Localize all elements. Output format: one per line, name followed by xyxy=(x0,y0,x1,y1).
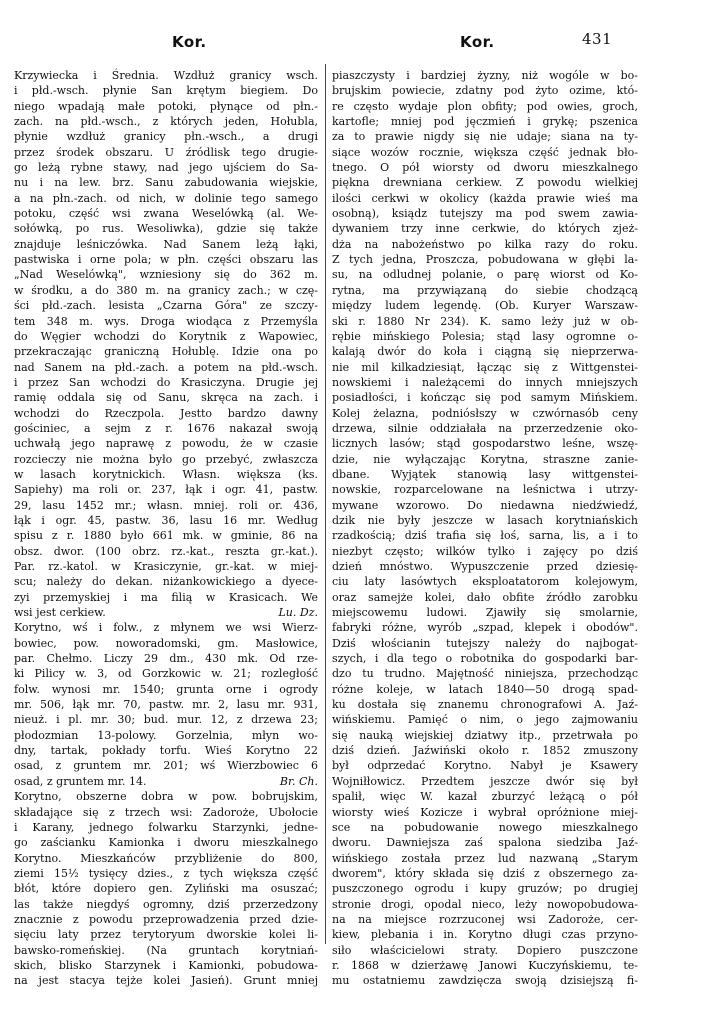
text-line: rytna, ma przywiązaną do siebie chodzącą xyxy=(332,283,638,297)
text-line: kartofle; mniej pod jęczmień i grykę; pszenica xyxy=(332,115,638,129)
text-line: Par. rz.-katol. w Krasiczynie, gr.-kat. w miej- xyxy=(14,560,318,573)
text-line: uchwałą jego naprawę z powodu, że w czasie xyxy=(14,437,318,451)
text-line: r. 1868 w dzierżawę Janowi Kuczyńskiemu, te- xyxy=(332,958,638,972)
text-line: zach. na płd.-wsch., z których jeden, Hołubla, xyxy=(14,115,318,129)
text-line: su, na odludnej polanie, o parę wiorst od Ko- xyxy=(332,268,638,282)
left-column xyxy=(14,68,318,989)
text-line: siło właścicielowi straty. Dopiero puszczone xyxy=(332,943,638,957)
text-line: niego wpadają małe potoki, płynące od płn.- xyxy=(14,99,318,113)
text-line: Dziś włościanin tutejszy należy do najbogat- xyxy=(332,636,638,650)
text-line: posiadłości, i kończąc się pod samym Mińskiem. xyxy=(332,391,638,405)
text-line: obsz. dwor. (100 obrz. rz.-kat., reszta gr.-kat.). xyxy=(14,544,318,558)
text-line: dworem", który składa się dziś z obszernego za- xyxy=(332,866,638,880)
text-line: kiew, plebania i in. Korytno długi czas przyno- xyxy=(332,928,638,942)
text-line: błót, które dopiero gen. Zyliński ma osuszać; xyxy=(14,882,318,896)
running-header-left: Kor. xyxy=(172,33,207,51)
text-line: ku dostała się znanemu chronografowi A. Jaź- xyxy=(332,698,638,712)
text-line: go zaścianku Kamionka i dworu mieszkalnego xyxy=(14,836,318,850)
text-line: piękna drewniana cerkiew. Z powodu wielkiej xyxy=(332,176,638,190)
text-line: kalają dwór do koła i ciągną się nieprzerwa- xyxy=(332,345,638,359)
text-line: re często wydaje plon obfity; pod owies, groch, xyxy=(332,99,638,113)
text-line: brujskim powiecie, zdatny pod żyto ozime, któ- xyxy=(332,84,638,98)
text-line: a na płn.-zach. od nich, w dolinie tego samego xyxy=(14,191,318,205)
text-line: scu; należy do dekan. niżankowickiego a dyece- xyxy=(14,575,318,589)
text-line-body: osad, z gruntem mr. 14. xyxy=(14,774,147,788)
text-line xyxy=(14,605,318,620)
text-line: nie mil kilkadziesiąt, łącząc się z Wittgenstei- xyxy=(332,360,638,374)
text-line: sołówką, po rus. Wesoliwka), gdzie się także xyxy=(14,222,318,236)
text-line: ści płd.-zach. lesista „Czarna Góra" ze szczy- xyxy=(14,299,318,313)
text-line-body: wsi jest cerkiew. xyxy=(14,606,106,620)
text-line: Korytno, obszerne dobra w pow. bobrujskim, xyxy=(14,790,318,804)
text-line: Krzywiecka i Średnia. Wzdłuż granicy wsch. xyxy=(14,69,318,82)
text-line: znajduje leśniczówka. Nad Sanem leżą łąki, xyxy=(14,237,318,251)
text-line: stronie drogi, opodal nieco, leży nowopobudowa- xyxy=(332,897,638,911)
text-line: dża na nabożeństwo po kilka razy do roku. xyxy=(332,237,638,251)
text-line: płodozmian 13-polowy. Gorzelnia, młyn wo- xyxy=(14,728,318,742)
text-line: niezbyt często; wilków tylko i zajęcy po dziś xyxy=(332,544,638,558)
text-line: „Nad Weselówką", wzniesiony się do 362 m. xyxy=(14,268,318,282)
text-line: wińskiego została przez lud nazwaną „Starym xyxy=(332,851,638,865)
text-line: miejscowemu ludowi. Zjawiły się smolarnie, xyxy=(332,606,638,620)
text-line: nieuż. i pl. mr. 30; bud. mur. 12, z drzewa 23; xyxy=(14,713,318,727)
text-line: dzień mnóstwo. Wypuszczenie przed dziesię- xyxy=(332,560,638,573)
text-line: i płd.-wsch. płynie San krętym biegiem. Do xyxy=(14,84,318,98)
text-line: Z tych jedna, Proszcza, pobudowana w głębi la- xyxy=(332,253,638,267)
text-line: go leżą rybne stawy, nad jego ujściem do Sa- xyxy=(14,161,318,175)
text-line: przekraczając graniczną Hołublę. Idzie ona po xyxy=(14,345,318,359)
text-line: rębie mińskiego Polesia; stąd lasy ogromne o- xyxy=(332,329,638,343)
text-line: sięciu laty przez terytoryum dworskie kolei li- xyxy=(14,928,318,942)
text-line: dzie, nie wyłączając Korytna, straszne zanie- xyxy=(332,452,638,466)
text-line: dzik nie były jeszcze w lasach korytniańskich xyxy=(332,513,638,527)
running-header-right: Kor. xyxy=(460,33,495,51)
text-line: piaszczysty i bardziej żyzny, niż wogóle w bo- xyxy=(332,69,638,82)
text-line: spalił, więc W. kazał zburzyć leżącą o pół xyxy=(332,790,638,804)
text-line: dywaniem trzy inne cerkwie, do których zjeż- xyxy=(332,222,638,236)
text-line: ilości cerkwi w okolicy (każda prawie wieś ma xyxy=(332,191,638,205)
text-line: znacznie z powodu przeprowadzenia przed dzie- xyxy=(14,912,318,926)
text-line: ciu laty lasówtych eksploatatorom kolejowym, xyxy=(332,575,638,589)
text-line: osad, z gruntem mr. 201; wś Wierzbowiec 6 xyxy=(14,759,318,773)
text-line: tnego. O pół wiorsty od dworu mieszkalnego xyxy=(332,161,638,175)
text-line: bowiec, pow. noworadomski, gm. Masłowice, xyxy=(14,636,318,650)
text-line: oraz samejże kolei, dało obfite źródło zarobku xyxy=(332,590,638,604)
text-line: licznych lasów; stąd gospodarstwo leśne, wszę- xyxy=(332,437,638,451)
text-line: nowskie, rozparcelowane na leśnictwa i utrzy- xyxy=(332,483,638,497)
text-line: na na miejsce rozrzuconej wsi Zadoroże, cer- xyxy=(332,912,638,926)
text-line: dbane. Wyjątek stanowią lasy wittgenstei- xyxy=(332,467,638,481)
text-line: w lasach korytnickich. Własn. większa (ks. xyxy=(14,467,318,481)
text-line: Wojniłłowicz. Przedtem jeszcze dwór się był xyxy=(332,774,638,788)
text-line: Kolej żelazna, podniósłszy w czwórnasób ceny xyxy=(332,406,638,420)
text-line: płynie wzdłuż granicy płn.-wsch., a drugi xyxy=(14,130,318,144)
text-line: Korytno. Mieszkańców przybliżenie do 800, xyxy=(14,851,318,865)
text-line: fabryki różne, wyrób „szpad, klepek i obodów". xyxy=(332,621,638,635)
text-line: między ludem legendę. (Ob. Kuryer Warszaw- xyxy=(332,299,638,313)
text-line: bawsko-romeńskiej. (Na gruntach korytniań- xyxy=(14,943,318,957)
text-line: ramię oddala się od Sanu, skręca na zach. i xyxy=(14,391,318,405)
text-line: mu ostatniemu zawdzięcza swoją dzisiejszą fi- xyxy=(332,974,638,988)
text-line: par. Chełmo. Liczy 29 dm., 430 mk. Od rze- xyxy=(14,652,318,666)
text-line: potoku, część wsi zwana Weselówką (al. We- xyxy=(14,207,318,221)
text-line: pastwiska i orne pola; w płn. części obszaru las xyxy=(14,253,318,267)
text-line: dworu. Dawniejsza zaś spalona siedziba Jaź- xyxy=(332,836,638,850)
text-line: wchodzi do Rzeczpola. Jestto bardzo dawny xyxy=(14,406,318,420)
author-signature: Br. Ch. xyxy=(279,774,318,788)
text-line: 29, lasu 1452 mr.; własn. mniej. roli or. 436, xyxy=(14,498,318,512)
text-line: drzewa, silnie oddziałała na przerzedzenie oko- xyxy=(332,421,638,435)
text-line: i Karany, jednego folwarku Starzynki, jedne- xyxy=(14,820,318,834)
text-line: wiorsty wieś Kozicze i wybrał opróżnione miej- xyxy=(332,805,638,819)
text-line: ziemi 15½ tysięcy dzies., z tych większa część xyxy=(14,866,318,880)
text-line: nu i na lew. brz. Sanu zabudowania wiejskie, xyxy=(14,176,318,190)
text-line: ski r. 1880 Nr 234). K. samo leży już w ob- xyxy=(332,314,638,328)
text-line: rozcieczy nie można było go przebyć, zwłaszcza xyxy=(14,452,318,466)
text-line: skich, blisko Starzynek i Kamionki, pobudowa- xyxy=(14,958,318,972)
page-number: 431 xyxy=(582,30,613,48)
text-line: dziś dzień. Jaźwiński około r. 1852 zmuszony xyxy=(332,744,638,758)
text-line: zyi przemyskiej i ma filią w Krasicach. We xyxy=(14,590,318,604)
text-line: mywane wzorowo. Do niedawna niedźwiedź, xyxy=(332,498,638,512)
text-line: szych, i dla tego o robotnika do gospodarki bar- xyxy=(332,652,638,666)
text-line: gościniec, a sejm z r. 1676 nakazał swoją xyxy=(14,421,318,435)
text-line: Sapiehy) ma roli or. 237, łąk i ogr. 41, pastw. xyxy=(14,483,318,497)
text-line: do Węgier wchodzi do Korytnik z Wapowiec, xyxy=(14,329,318,343)
text-line: na jest stacya tejże kolei Jasień). Grunt mniej xyxy=(14,974,318,988)
text-line: przez środek obszaru. U źródlisk tego drugie- xyxy=(14,145,318,159)
text-line xyxy=(14,774,318,789)
text-line: osobną), ksiądz tutejszy ma pod swem zawia- xyxy=(332,207,638,221)
text-line: dzo tu trudno. Majętność niniejsza, przechodząc xyxy=(332,667,638,681)
text-line: za to prawie nigdy się nie udaje; siana na ty- xyxy=(332,130,638,144)
text-line: i przez San wchodzi do Krasiczyna. Drugie jej xyxy=(14,375,318,389)
text-line: mr. 506, łąk mr. 70, pastw. mr. 2, lasu mr. 931, xyxy=(14,698,318,712)
text-line: nowskiemi i należącemi do innych mniejszych xyxy=(332,375,638,389)
text-line: ki Pilicy w. 3, od Gorzkowic w. 21; rozległość xyxy=(14,667,318,681)
author-signature: Lu. Dz. xyxy=(278,606,318,620)
column-divider xyxy=(325,64,326,944)
text-line: las także niegdyś ogromny, dziś przerzedzony xyxy=(14,897,318,911)
text-line: był odprzedać Korytno. Nabył je Ksawery xyxy=(332,759,638,773)
text-line: sce na pobudowanie nowego mieszkalnego xyxy=(332,820,638,834)
text-line: puszczonego ogrodu i kupy gruzów; po drugiej xyxy=(332,882,638,896)
text-line: nad Sanem na płd.-zach. a potem na płd.-wsch. xyxy=(14,360,318,374)
text-line: folw. wynosi mr. 1540; grunta orne i ogrody xyxy=(14,682,318,696)
right-column xyxy=(332,68,638,989)
text-line: łąk i ogr. 45, pastw. 36, lasu 16 mr. Według xyxy=(14,513,318,527)
text-line: siące wozów rocznie, większa część jednak bło- xyxy=(332,145,638,159)
text-line: dny, tartak, pokłady torfu. Wieś Korytno 22 xyxy=(14,744,318,758)
text-line: składające się z trzech wsi: Zadoroże, Ubołocie xyxy=(14,805,318,819)
text-line: różne koleje, w latach 1840—50 drogą spad- xyxy=(332,682,638,696)
text-line: wińskiemu. Pamięć o nim, o jego zajmowaniu xyxy=(332,713,638,727)
text-line: tem 348 m. wys. Droga wiodąca z Przemyśla xyxy=(14,314,318,328)
text-line: się nauką wiejskiej dziatwy itp., przetrwała po xyxy=(332,728,638,742)
text-line: Korytno, wś i folw., z młynem we wsi Wierz- xyxy=(14,621,318,635)
text-line: w środku, a do 380 m. na granicy zach.; w czę- xyxy=(14,283,318,297)
text-line: spisu z r. 1880 było 661 mk. w gminie, 86 na xyxy=(14,529,318,543)
text-line: rzadkością; dziś trafia się łoś, sarna, lis, a i to xyxy=(332,529,638,543)
